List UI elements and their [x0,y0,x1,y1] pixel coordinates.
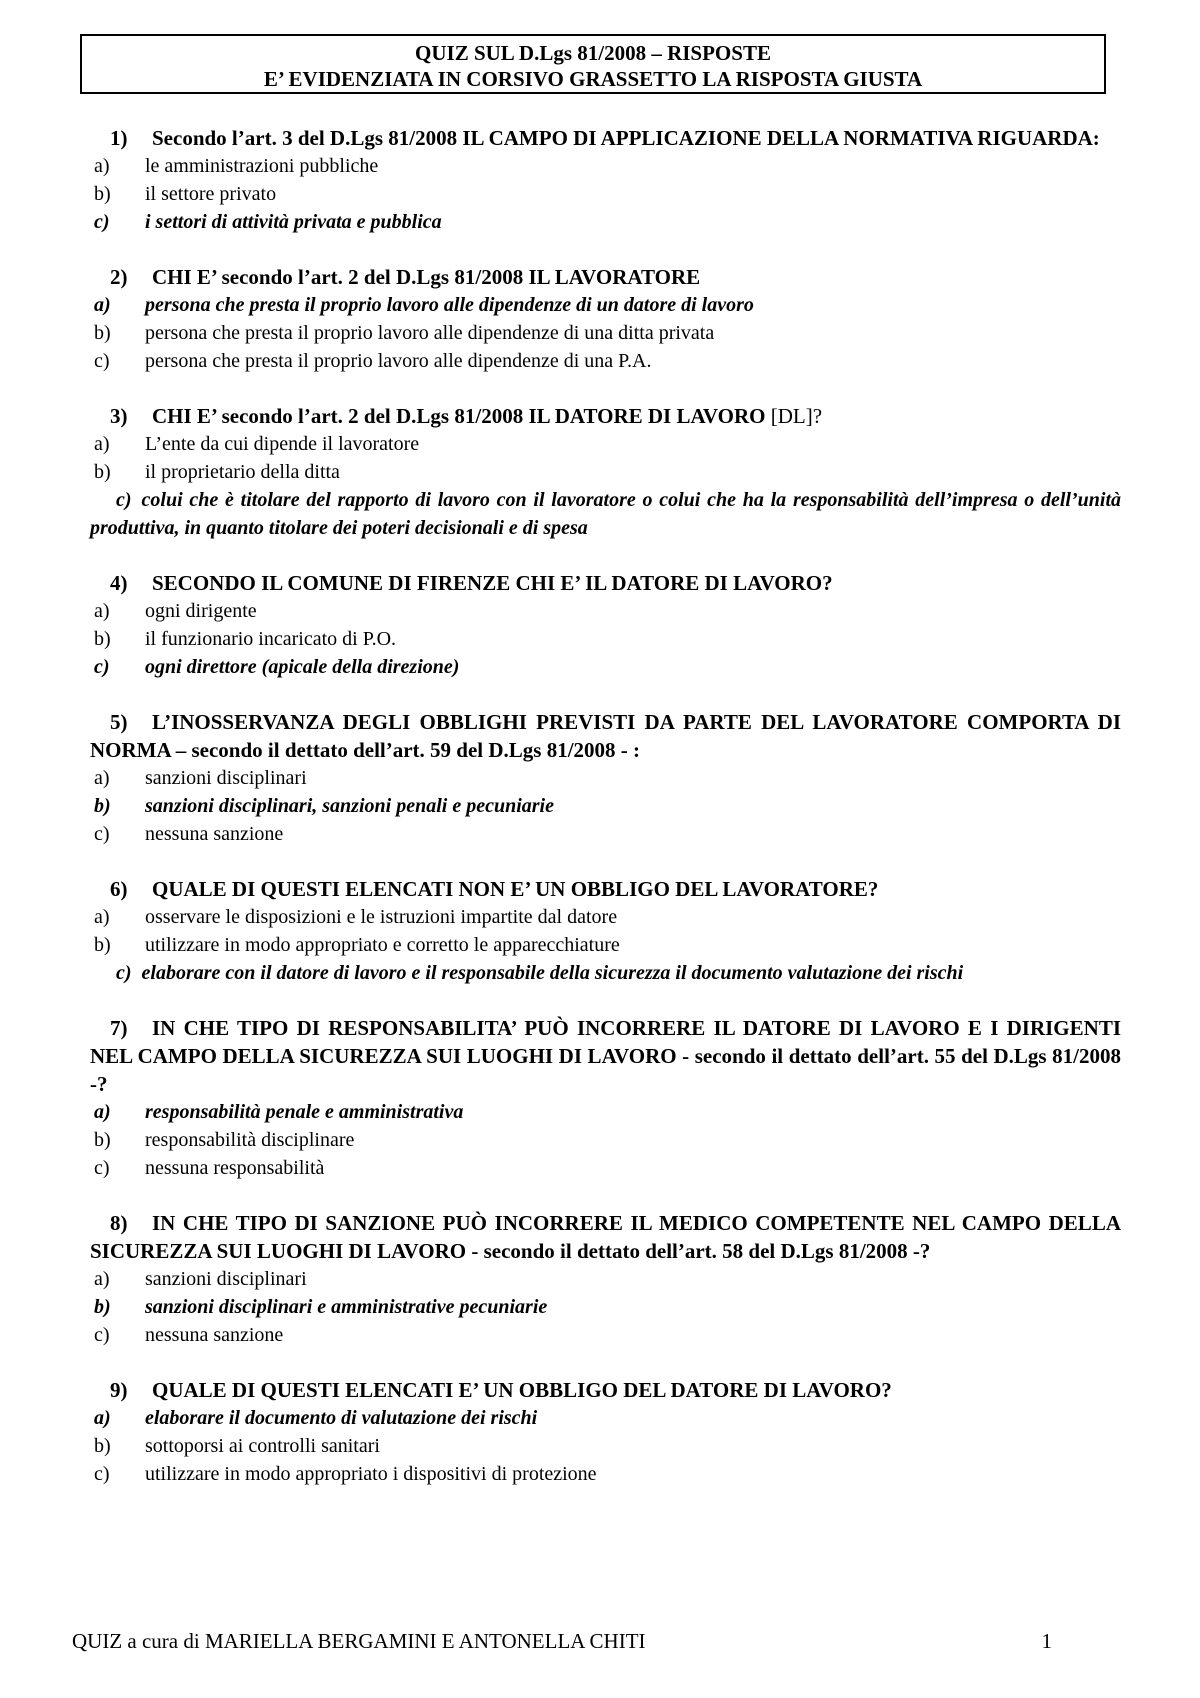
correct-answer-option: a) responsabilità penale e amministrativa [94,1101,464,1123]
answer-option: a) ogni dirigente [94,600,257,622]
answer-option: b) il funzionario incaricato di P.O. [94,628,397,650]
answer-option: c) persona che presta il proprio lavoro alle dipendenze di una P.A. [94,350,652,372]
question-text: 3) CHI E’ secondo l’art. 2 del D.Lgs 81/2008 IL DATORE DI LAVORO [DL]? [110,404,823,428]
document-subtitle: E’ EVIDENZIATA IN CORSIVO GRASSETTO LA RISPOSTA GIUSTA [263,67,923,91]
answer-option: a) sanzioni disciplinari [94,767,307,789]
page-number: 1 [1041,1629,1052,1653]
question-text: 7) IN CHE TIPO DI RESPONSABILITA’ PUÒ INCORRERE IL DATORE DI LAVORO E I DIRIGENTI NEL CAMPO DELLA SICUREZZA SUI LUOGHI DI LAVORO - secondo il dettato dell’art. 55 del D.Lgs 81/2008 -? [90,1016,1121,1096]
question-2 [90,263,1121,375]
question-4 [90,569,1121,681]
footer-credits: QUIZ a cura di MARIELLA BERGAMINI E ANTONELLA CHITI [72,1629,646,1653]
answer-option: b) il settore privato [94,183,277,205]
document-title: QUIZ SUL D.Lgs 81/2008 – RISPOSTE [415,41,771,65]
question-text: 6) QUALE DI QUESTI ELENCATI NON E’ UN OBBLIGO DEL LAVORATORE? [110,877,879,901]
question-text: 5) L’INOSSERVANZA DEGLI OBBLIGHI PREVISTI DA PARTE DEL LAVORATORE COMPORTA DI NORMA – secondo il dettato dell’art. 59 del D.Lgs 81/2008 - : [90,710,1121,762]
answer-option: b) persona che presta il proprio lavoro alle dipendenze di una ditta privata [94,322,715,344]
correct-answer-option: c) elaborare con il datore di lavoro e il responsabile della sicurezza il documento valutazione dei rischi [116,962,964,984]
correct-answer-option: a) elaborare il documento di valutazione dei rischi [94,1407,538,1429]
answer-option: a) osservare le disposizioni e le istruzioni impartite dal datore [94,906,618,928]
question-text: 4) SECONDO IL COMUNE DI FIRENZE CHI E’ IL DATORE DI LAVORO? [110,571,833,595]
correct-answer-option: b) sanzioni disciplinari, sanzioni penali e pecuniarie [94,795,554,817]
correct-answer-option: b) sanzioni disciplinari e amministrative pecuniarie [94,1296,548,1318]
answer-option: c) utilizzare in modo appropriato i dispositivi di protezione [94,1463,597,1485]
correct-answer-option: a) persona che presta il proprio lavoro alle dipendenze di un datore di lavoro [94,294,754,316]
document-title-box [80,34,1106,94]
question-text: 1) Secondo l’art. 3 del D.Lgs 81/2008 IL CAMPO DI APPLICAZIONE DELLA NORMATIVA RIGUARDA: [110,126,1100,150]
question-1 [90,124,1121,236]
question-text: 2) CHI E’ secondo l’art. 2 del D.Lgs 81/2008 IL LAVORATORE [110,265,701,289]
question-3 [90,402,1121,542]
answer-option: a) sanzioni disciplinari [94,1268,307,1290]
answer-option: b) il proprietario della ditta [94,461,340,483]
correct-answer-option: c) i settori di attività privata e pubblica [94,211,442,233]
correct-answer-option: c) ogni direttore (apicale della direzione) [94,656,460,678]
question-text: 8) IN CHE TIPO DI SANZIONE PUÒ INCORRERE IL MEDICO COMPETENTE NEL CAMPO DELLA SICUREZZA SUI LUOGHI DI LAVORO - secondo il dettato dell’art. 58 del D.Lgs 81/2008 -? [90,1211,1121,1263]
answer-option: c) nessuna sanzione [94,1324,284,1346]
answer-option: b) responsabilità disciplinare [94,1129,355,1151]
question-7 [90,1014,1121,1182]
answer-option: c) nessuna sanzione [94,823,284,845]
answer-option: a) le amministrazioni pubbliche [94,155,379,177]
answer-option: b) utilizzare in modo appropriato e corretto le apparecchiature [94,934,620,956]
answer-option: a) L’ente da cui dipende il lavoratore [94,433,420,455]
question-8 [90,1209,1121,1349]
question-text: 9) QUALE DI QUESTI ELENCATI E’ UN OBBLIGO DEL DATORE DI LAVORO? [110,1378,892,1402]
page-footer [72,1628,1052,1654]
quiz-content [90,124,1121,1515]
answer-option: c) nessuna responsabilità [94,1157,325,1179]
correct-answer-option: c) colui che è titolare del rapporto di lavoro con il lavoratore o colui che ha la responsabilità dell’impresa o dell’unità produttiva, in quanto titolare dei poteri decisionali e di spesa [90,489,1121,539]
question-6 [90,875,1121,987]
question-5 [90,708,1121,848]
question-9 [90,1376,1121,1488]
answer-option: b) sottoporsi ai controlli sanitari [94,1435,380,1457]
